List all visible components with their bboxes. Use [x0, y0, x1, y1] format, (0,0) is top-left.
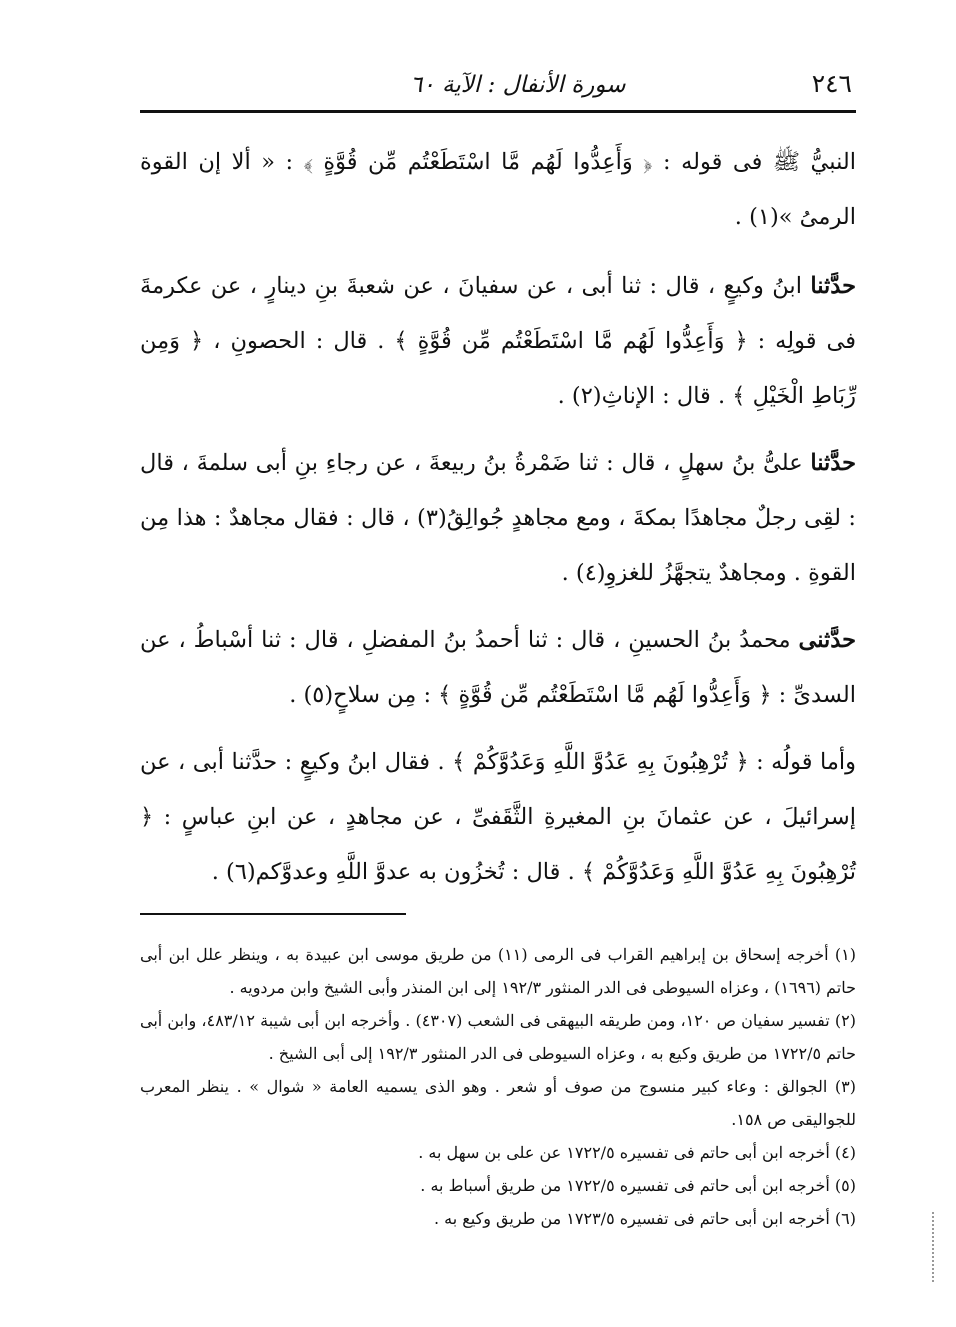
paragraph-text: وأما قولُه : ﴿ تُرْهِبُونَ بِهِ عَدُوَّ اللَّهِ وَعَدُوَّكُمْ ﴾ . فقال ابنُ وكيعٍ : حدَّثنا أبى ، عن إسرائيلَ ، عن عثمانَ بنِ المغيرةِ الثَّقَفىِّ ، عن مجاهدٍ ، عن ابنِ عباسٍ : ﴿ تُرْهِبُونَ بِهِ عَدُوَّ اللَّهِ وَعَدُوَّكُمْ ﴾ . قال : تُخزُون به عدوَّ اللَّهِ وعدوَّكم(٦) . [140, 749, 856, 885]
paragraph [140, 436, 856, 601]
book-page [140, 58, 856, 1298]
paragraph-lead: حدَّثنا [810, 273, 856, 299]
scan-edge-mark [932, 1212, 936, 1282]
paragraph [140, 259, 856, 424]
paragraph-lead: حدَّثنى [798, 627, 856, 653]
paragraph-text: علىُّ بنُ سهلٍ ، قال : ثنا ضَمْرةُ بنُ ربيعةَ ، عن رجاءِ بنِ أبى سلمةَ ، قال : لقِى رجلٌ مجاهدًا بمكةَ ، ومع مجاهدٍ جُوالِقُ(٣) ، قال : فقال مجاهدٌ : هذا مِن القوةِ . ومجاهدٌ يتجهَّزُ للغزوِ(٤) . [140, 450, 856, 586]
paragraph [140, 613, 856, 723]
paragraph-text: النبيُّ ﷺ فى قوله : ﴿ وَأَعِدُّوا لَهُم مَّا اسْتَطَعْتُم مِّن قُوَّةٍ ﴾ : « ألا إن القوة الرمىُ »(١) . [140, 149, 856, 230]
footnote: (٤) أخرجه ابن أبى حاتم فى تفسيره ١٧٢٢/٥ عن على بن سهل به . [418, 1143, 856, 1162]
footnote: (٣) الجوالق : وعاء كبير منسوج من صوف أو شعر . وهو الذى يسميه العامة « شوال » . ينظر المعرب للجواليقى ص ١٥٨. [140, 1077, 856, 1129]
footnote: (٥) أخرجه ابن أبى حاتم فى تفسيره ١٧٢٢/٥ من طريق أسباط به . [420, 1176, 856, 1195]
page-header [140, 58, 856, 113]
footnote: (٦) أخرجه ابن أبى حاتم فى تفسيره ١٧٢٣/٥ من طريق وكيع به . [433, 1209, 856, 1228]
paragraph-text: ابنُ وكيعٍ ، قال : ثنا أبى ، عن سفيانَ ، عن شعبةَ بنِ دينارٍ ، عن عكرمةَ فى قولِه : ﴿ وَأَعِدُّوا لَهُم مَّا اسْتَطَعْتُم مِّن قُوَّةٍ ﴾ . قال : الحصونِ ، ﴿ وَمِن رِّبَاطِ الْخَيْلِ ﴾ . قال : الإناثِ(٢) . [140, 273, 856, 409]
footnote: (٢) تفسير سفيان ص ١٢٠، ومن طريقه البيهقى فى الشعب (٤٣٠٧) . وأخرجه ابن أبى شيبة ٤٨٣/١٢، وابن أبى حاتم ١٧٢٢/٥ من طريق وكيع به ، وعزاه السيوطى فى الدر المنثور ١٩٢/٣ إلى أبى الشيخ . [140, 1011, 857, 1063]
paragraph [140, 735, 856, 900]
paragraph-lead: حدَّثنا [810, 450, 856, 476]
paragraph-text: محمدُ بنُ الحسينِ ، قال : ثنا أحمدُ بنُ المفضلِ ، قال : ثنا أسْباطُ ، عن السدىِّ : ﴿ وَأَعِدُّوا لَهُم مَّا اسْتَطَعْتُم مِّن قُوَّةٍ ﴾ : مِن سلاحٍ(٥) . [140, 627, 856, 708]
page-number: ٢٤٦ [811, 69, 852, 98]
main-text [140, 135, 856, 900]
footnote-separator [140, 913, 406, 915]
footnotes [140, 938, 856, 1235]
footnote: (١) أخرجه إسحاق بن إبراهيم القراب فى الرمى (١١) من طريق موسى ابن عبيدة به ، وينظر علل ابن أبى حاتم (١٦٩٦) ، وعزاه السيوطى فى الدر المنثور ١٩٢/٣ إلى ابن المنذر وأبى الشيخ وابن مردويه . [140, 945, 856, 997]
paragraph [140, 135, 856, 245]
running-title: سورة الأنفال : الآية ٦٠ [410, 72, 626, 98]
